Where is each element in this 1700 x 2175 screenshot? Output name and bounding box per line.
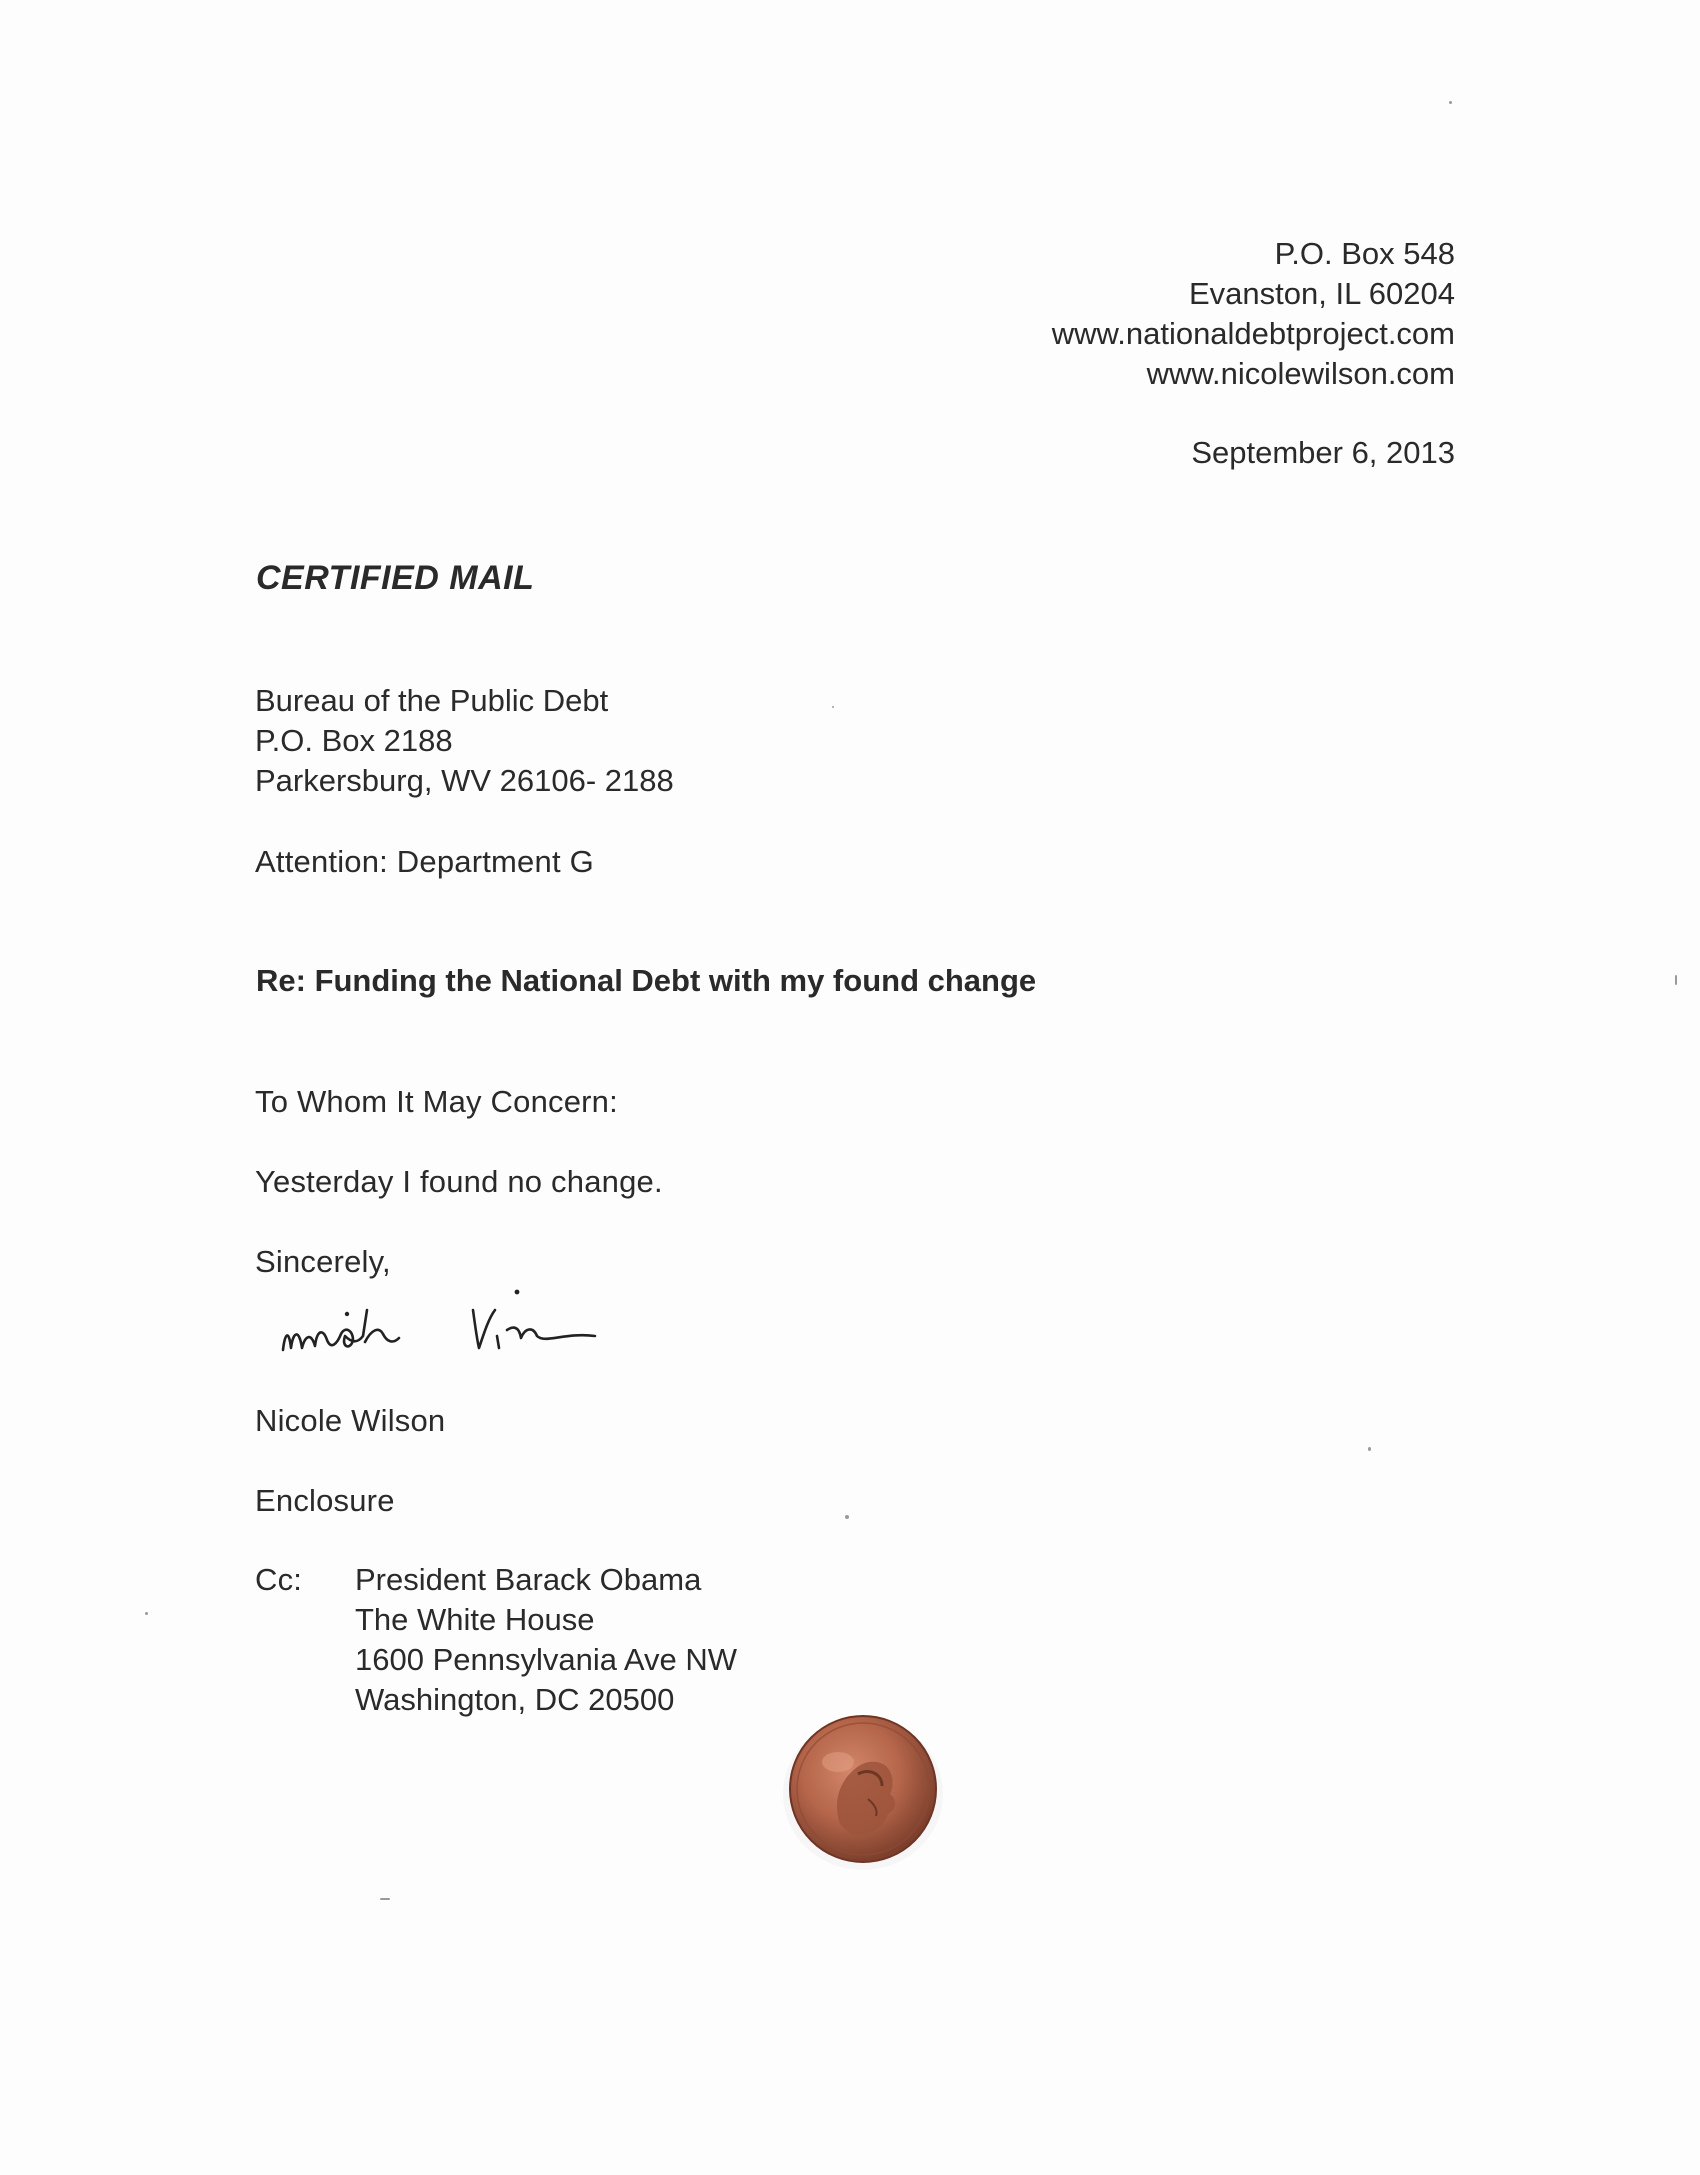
return-address-line: Evanston, IL 60204 [1189, 276, 1455, 311]
cc-line: The White House [355, 1602, 595, 1637]
enclosure-note: Enclosure [255, 1483, 395, 1518]
cc-line: 1600 Pennsylvania Ave NW [355, 1642, 737, 1677]
paper-speck [1449, 101, 1452, 104]
return-address-line: www.nationaldebtproject.com [1051, 316, 1455, 351]
recipient-line: Bureau of the Public Debt [255, 683, 609, 718]
recipient-line: P.O. Box 2188 [255, 723, 453, 758]
closing: Sincerely, [255, 1244, 391, 1279]
paper-speck [1675, 975, 1677, 985]
certified-mail-heading: CERTIFIED MAIL [256, 559, 535, 597]
enclosed-penny-image [778, 1704, 948, 1874]
signer-name: Nicole Wilson [255, 1403, 446, 1438]
recipient-address [255, 681, 674, 801]
attention-line: Attention: Department G [255, 844, 594, 879]
handwritten-signature [275, 1270, 615, 1365]
paper-speck [380, 1898, 390, 1900]
return-address-line: P.O. Box 548 [1274, 236, 1455, 271]
letter-body: Yesterday I found no change. [255, 1164, 663, 1199]
cc-address [355, 1560, 737, 1720]
return-address-line: www.nicolewilson.com [1146, 356, 1455, 391]
paper-speck [145, 1612, 148, 1615]
paper-speck [845, 1515, 849, 1519]
paper-speck [1368, 1447, 1371, 1451]
cc-label: Cc: [255, 1562, 303, 1597]
subject-line: Re: Funding the National Debt with my found change [256, 963, 1037, 998]
recipient-line: Parkersburg, WV 26106- 2188 [255, 763, 674, 798]
salutation: To Whom It May Concern: [255, 1084, 618, 1119]
paper-speck [832, 706, 834, 708]
return-address [1052, 234, 1455, 394]
cc-line: President Barack Obama [355, 1562, 702, 1597]
cc-line: Washington, DC 20500 [355, 1682, 675, 1717]
letter-date: September 6, 2013 [1191, 435, 1455, 470]
